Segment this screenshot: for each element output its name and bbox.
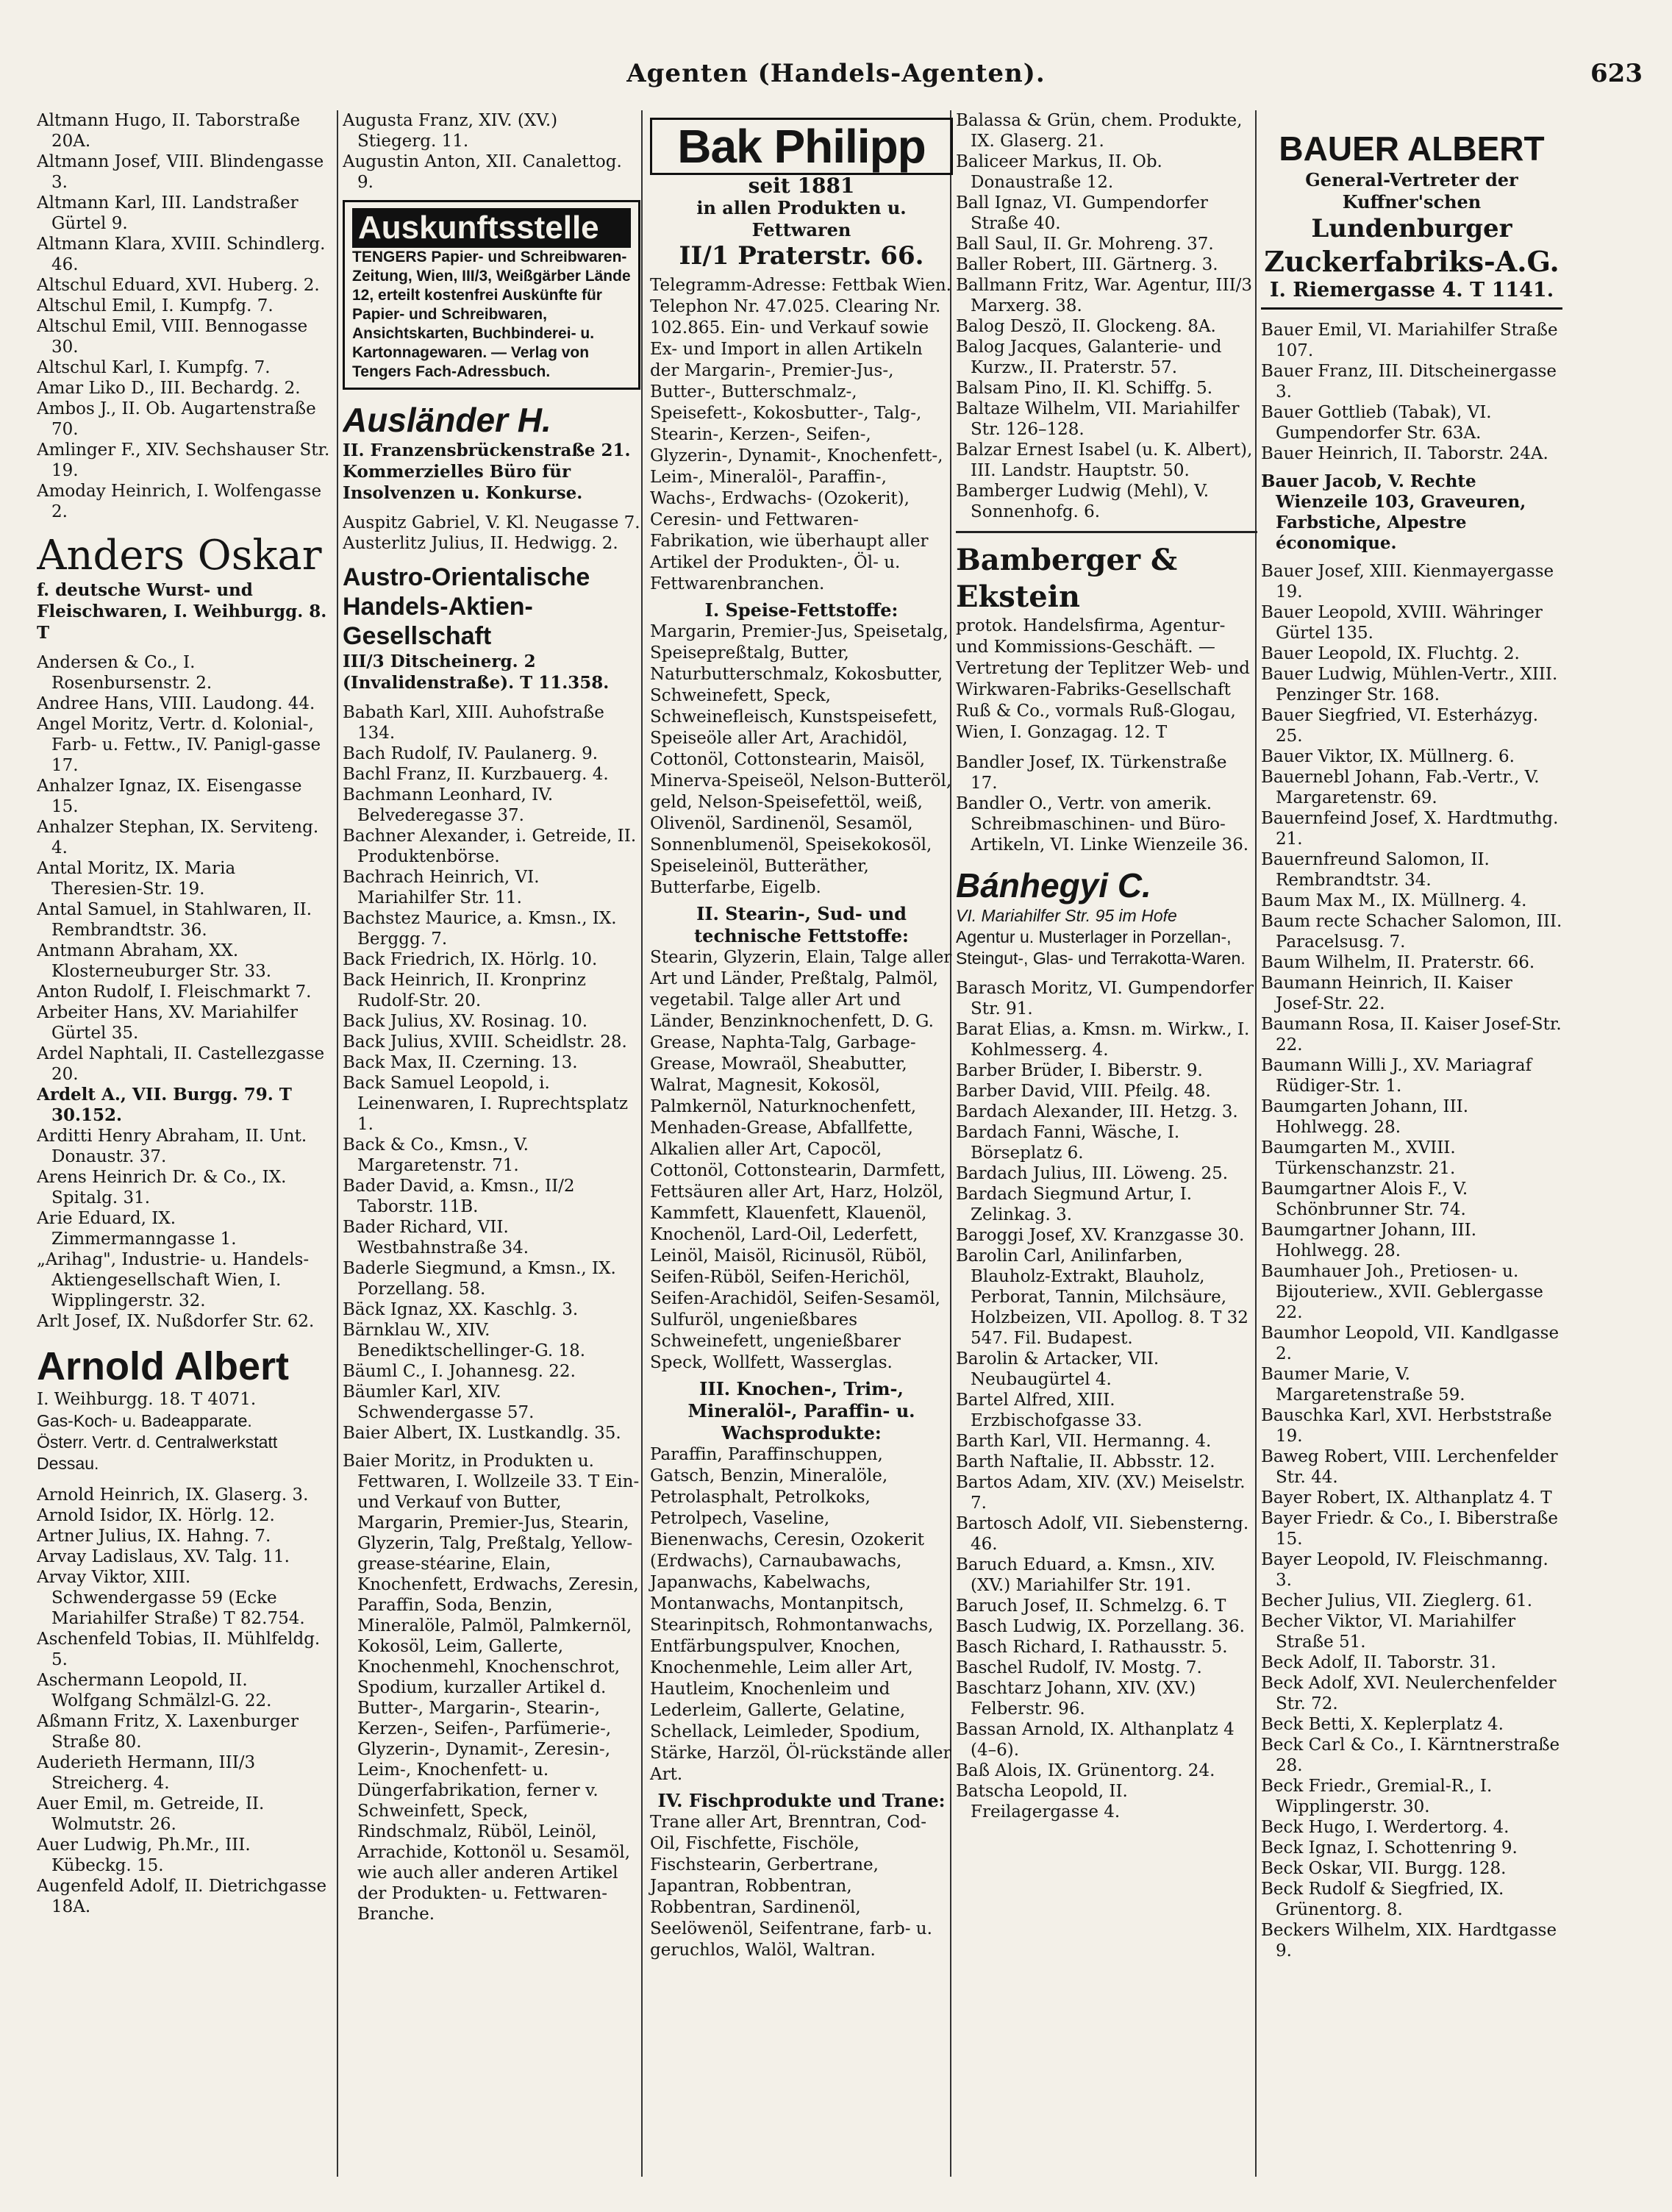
- list-item: Babath Karl, XIII. Auhofstraße 134.: [343, 703, 604, 743]
- list-item: Baumgarten M., XVIII. Türkenschanzstr. 21.: [1261, 1138, 1456, 1178]
- list-item: Bader Richard, VII. Westbahnstraße 34.: [343, 1218, 529, 1257]
- list-item: Bandler O., Vertr. von amerik. Schreibmaschinen- und Büro-Artikeln, VI. Linke Wienzeile 36.: [956, 794, 1249, 855]
- list-item: Antal Moritz, IX. Maria Theresien-Str. 19.: [37, 859, 236, 899]
- list-item: Baweg Robert, VIII. Lerchenfelder Str. 44.: [1261, 1447, 1558, 1487]
- advert-since: seit 1881: [748, 174, 855, 198]
- list-item: Altschul Emil, I. Kumpfg. 7.: [37, 296, 274, 315]
- list-item: Ball Ignaz, VI. Gumpendorfer Straße 40.: [956, 193, 1208, 233]
- list-item: Bardach Alexander, III. Hetzg. 3.: [956, 1102, 1238, 1121]
- list-item: Back Samuel Leopold, i. Leinenwaren, I. Ruprechtsplatz 1.: [343, 1074, 628, 1134]
- column-2: [343, 110, 640, 1924]
- list-item: Back Julius, XVIII. Scheidlstr. 28.: [343, 1032, 627, 1052]
- advert-name: Bánhegyi C.: [956, 866, 1151, 905]
- list-item: Bauschka Karl, XVI. Herbststraße 19.: [1261, 1406, 1552, 1446]
- list-item: Amar Liko D., III. Bechardg. 2.: [37, 379, 301, 398]
- advert-text: Lundenburger: [1311, 214, 1512, 243]
- list-item: Back Julius, XV. Rosinag. 10.: [343, 1012, 588, 1031]
- list-item: Beck Hugo, I. Werdertorg. 4.: [1261, 1818, 1510, 1837]
- list-item: Back Friedrich, IX. Hörlg. 10.: [343, 950, 598, 969]
- advert-text: f. deutsche Wurst- und Fleischwaren, I. Weihburgg. 8. T: [37, 580, 327, 643]
- advert-text: Telegramm-Adresse: Fettbak Wien. Telephon Nr. 47.025. Clearing Nr. 102.865. Ein- und Verkauf sowie Ex- und Import in allen Artikeln der Margarin-, Premier-Jus-, Butter-, Butterschmalz-, Speisefett-, Kokosbutter-, Talg-, Stearin-, Kerzen-, Seifen-, Glyzerin-, Dynamit-, Knochenfett-, Leim-, Mineralöl-, Paraffin-, Wachs-, Erdwachs- (Ozokerit), Ceresin- und Fettwaren-Fabrikation, wie überhaupt aller Artikel der Produkten-, Öl- u. Fettwarenbranchen.: [650, 276, 951, 593]
- list-item: Baumhor Leopold, VII. Kandlgasse 2.: [1261, 1324, 1560, 1363]
- list-item: Auer Ludwig, Ph.Mr., III. Kübeckg. 15.: [37, 1835, 251, 1875]
- list-item: Baumer Marie, V. Margaretenstraße 59.: [1261, 1365, 1465, 1405]
- list-item: Bärnklau W., XIV. Benediktschellinger-G. 18.: [343, 1321, 586, 1360]
- list-item: Aßmann Fritz, X. Laxenburger Straße 80.: [37, 1712, 299, 1752]
- list-item: Beck Adolf, XVI. Neulerchenfelder Str. 72.: [1261, 1674, 1557, 1713]
- list-item: Barasch Moritz, VI. Gumpendorfer Str. 91.: [956, 979, 1254, 1018]
- list-item: Arlt Josef, IX. Nußdorfer Str. 62.: [37, 1312, 315, 1331]
- list-item: Bachl Franz, II. Kurzbauerg. 4.: [343, 765, 609, 784]
- list-item: Bayer Leopold, IV. Fleischmanng. 3.: [1261, 1550, 1548, 1590]
- section-heading: IV. Fischprodukte und Trane:: [657, 1790, 946, 1811]
- list-item: Barolin & Artacker, VII. Neubaugürtel 4.: [956, 1349, 1160, 1389]
- list-item: Bardach Fanni, Wäsche, I. Börseplatz 6.: [956, 1123, 1180, 1163]
- list-item: Altmann Karl, III. Landstraßer Gürtel 9.: [37, 193, 299, 233]
- list-item: Aschenfeld Tobias, II. Mühlfeldg. 5.: [37, 1630, 321, 1669]
- advert-name: Ausländer H.: [343, 401, 551, 439]
- list-item: Baum recte Schacher Salomon, III. Paracelsusg. 7.: [1261, 912, 1562, 952]
- advert-auskunftsstelle: [343, 200, 640, 390]
- list-item: Bach Rudolf, IV. Paulanerg. 9.: [343, 744, 599, 763]
- list-item: Bachner Alexander, i. Getreide, II. Produktenbörse.: [343, 827, 637, 866]
- list-item: Aschermann Leopold, II. Wolfgang Schmälzl-G. 22.: [37, 1671, 272, 1710]
- list-item: Augenfeld Adolf, II. Dietrichgasse 18A.: [37, 1877, 327, 1916]
- advert-name: Bamberger & Ekstein: [956, 543, 1178, 614]
- list-item: Becher Julius, VII. Zieglerg. 61.: [1261, 1591, 1533, 1610]
- list-item: Barat Elias, a. Kmsn. m. Wirkw., I. Kohlmesserg. 4.: [956, 1020, 1250, 1060]
- list-item: Bauernebl Johann, Fab.-Vertr., V. Margaretenstr. 69.: [1261, 768, 1540, 807]
- list-item: Bardach Siegmund Artur, I. Zelinkag. 3.: [956, 1185, 1193, 1224]
- list-item: Arditti Henry Abraham, II. Unt. Donaustr. 37.: [37, 1127, 307, 1166]
- list-item: Basch Ludwig, IX. Porzellang. 36.: [956, 1617, 1245, 1636]
- advert-address: I. Weihburgg. 18. T 4071.: [37, 1390, 257, 1409]
- list-item: Bauernfreund Salomon, II. Rembrandtstr. 34.: [1261, 850, 1490, 890]
- column-4: [956, 110, 1257, 1822]
- advert-text: Gas-Koch- u. Badeapparate.: [37, 1411, 252, 1430]
- advert-text: Zuckerfabriks-A.G.: [1264, 245, 1560, 278]
- list-item: Baumgartner Johann, III. Hohlwegg. 28.: [1261, 1221, 1477, 1260]
- list-item: Ball Saul, II. Gr. Mohreng. 37.: [956, 235, 1214, 254]
- list-item: Bandler Josef, IX. Türkenstraße 17.: [956, 753, 1227, 793]
- advert-bamberger-ekstein: [956, 542, 1257, 743]
- advert-heading: Auskunftsstelle: [352, 208, 631, 248]
- list-item: Baller Robert, III. Gärtnerg. 3.: [956, 255, 1218, 274]
- page-title: Agenten (Handels-Agenten).: [626, 59, 1046, 88]
- list-item: Baß Alois, IX. Grünentorg. 24.: [956, 1761, 1215, 1780]
- list-item: Bartos Adam, XIV. (XV.) Meiselstr. 7.: [956, 1473, 1246, 1513]
- list-item: Balsam Pino, II. Kl. Schiffg. 5.: [956, 379, 1213, 398]
- advert-name: Austro-Orientalische Handels-Aktien-Gesellschaft: [343, 563, 590, 650]
- list-item: Batscha Leopold, II. Freilagergasse 4.: [956, 1782, 1128, 1822]
- list-item: Antal Samuel, in Stahlwaren, II. Rembrandtstr. 36.: [37, 900, 312, 940]
- advert-bauer-albert: [1261, 118, 1562, 310]
- list-item: Beck Ignaz, I. Schottenring 9.: [1261, 1838, 1518, 1858]
- list-item: Balog Jacques, Galanterie- und Kurzw., II. Praterstr. 57.: [956, 338, 1222, 377]
- advert-text: III/3 Ditscheinerg. 2 (Invalidenstraße). T 11.358.: [343, 652, 610, 693]
- list-item: Baruch Josef, II. Schmelzg. 6. T: [956, 1596, 1226, 1616]
- advert-banhegyi: [956, 866, 1257, 969]
- list-item: Bauer Viktor, IX. Müllnerg. 6.: [1261, 747, 1515, 766]
- list-item: Bauer Emil, VI. Mariahilfer Straße 107.: [1261, 321, 1558, 360]
- list-item: Bauer Leopold, XVIII. Währinger Gürtel 135.: [1261, 603, 1543, 643]
- list-item: Beck Carl & Co., I. Kärntnerstraße 28.: [1261, 1735, 1560, 1775]
- list-item: Ardelt A., VII. Burgg. 79. T 30.152.: [37, 1085, 292, 1125]
- list-item: Baumann Heinrich, II. Kaiser Josef-Str. 22.: [1261, 974, 1512, 1013]
- list-item: Baderle Siegmund, a Kmsn., IX. Porzellang. 58.: [343, 1259, 616, 1299]
- separator-rule: [956, 531, 1257, 533]
- list-item: Bauer Leopold, IX. Fluchtg. 2.: [1261, 644, 1520, 663]
- list-item: Arvay Viktor, XIII. Schwendergasse 59 (Ecke Mariahilfer Straße) T 82.754.: [37, 1568, 305, 1628]
- list-item: Baliceer Markus, II. Ob. Donaustraße 12.: [956, 152, 1162, 192]
- list-item: Austerlitz Julius, II. Hedwigg. 2.: [343, 534, 618, 553]
- advert-text: II. Franzensbrückenstraße 21. Kommerzielles Büro für Insolvenzen u. Konkurse.: [343, 440, 631, 503]
- advert-address: VI. Mariahilfer Str. 95 im Hofe: [956, 906, 1177, 925]
- list-item: Ballmann Fritz, War. Agentur, III/3 Marxerg. 38.: [956, 276, 1253, 315]
- list-item: Barth Naftalie, II. Abbsstr. 12.: [956, 1452, 1215, 1471]
- list-item: Amoday Heinrich, I. Wolfengasse 2.: [37, 482, 322, 521]
- list-item: Baier Albert, IX. Lustkandlg. 35.: [343, 1424, 621, 1443]
- list-item: Bader David, a. Kmsn., II/2 Taborstr. 11B.: [343, 1177, 575, 1216]
- list-item: Balassa & Grün, chem. Produkte, IX. Glaserg. 21.: [956, 111, 1243, 151]
- list-item: Bartel Alfred, XIII. Erzbischofgasse 33.: [956, 1391, 1143, 1430]
- advert-austro-orientalische: [343, 563, 640, 693]
- list-item: Beck Oskar, VII. Burgg. 128.: [1261, 1859, 1507, 1878]
- list-item: Altschul Karl, I. Kumpfg. 7.: [37, 358, 271, 377]
- list-item: Altschul Eduard, XVI. Huberg. 2.: [37, 276, 320, 295]
- advert-text: Margarin, Premier-Jus, Speisetalg, Speisepreßtalg, Butter, Naturbutterschmalz, Kokosbutter, Schweinefett, Speck, Schweinefleisch, Kunstspeisefett, Speiseöle aller Art, Arachidöl, Cottonöl, Cottonstearin, Maisöl, Minerva-Speiseöl, Nelson-Butteröl, geld, Nelson-Speisefettöl, weiß, Olivenöl, Sardinenöl, Sesamöl, Sonnenblumenöl, Speisekokosöl, Speiseleinöl, Butteräther, Butterfarbe, Eigelb.: [650, 622, 952, 897]
- list-item: Bauer Jacob, V. Rechte Wienzeile 103, Graveuren, Farbstiche, Alpestre économique.: [1261, 471, 1526, 553]
- list-item: Balzar Ernest Isabel (u. K. Albert), III. Landstr. Hauptstr. 50.: [956, 440, 1253, 480]
- advert-address: II/1 Praterstr. 66.: [679, 241, 924, 271]
- advert-text: protok. Handelsfirma, Agentur- und Kommissions-Geschäft. — Vertretung der Teplitzer Web- und Wirkwaren-Fabriks-Gesellschaft Ruß & Co., vormals Ruß-Glogau, Wien, I. Gonzagag. 12. T: [956, 616, 1250, 742]
- list-item: Barber Brüder, I. Biberstr. 9.: [956, 1061, 1203, 1080]
- page-number: 623: [1590, 59, 1643, 88]
- list-item: Bachmann Leonhard, IV. Belvederegasse 37.: [343, 785, 554, 825]
- list-item: Balog Deszö, II. Glockeng. 8A.: [956, 317, 1216, 336]
- list-item: Barber David, VIII. Pfeilg. 48.: [956, 1082, 1211, 1101]
- list-item: Bachrach Heinrich, VI. Mariahilfer Str. 11.: [343, 868, 540, 907]
- advert-text: Trane aller Art, Brenntran, Cod-Oil, Fischfette, Fischöle, Fischstearin, Gerbertrane, Japantran, Robbentran, Robbentran, Sardinenöl, Seelöwenöl, Seifentrane, farb- u. geruchlos, Walöl, Waltran.: [650, 1813, 932, 1960]
- list-item: Becher Viktor, VI. Mariahilfer Straße 51.: [1261, 1612, 1516, 1652]
- advert-bak-philipp: [647, 118, 956, 1961]
- advert-auslaender: [343, 400, 640, 504]
- list-item: Bauer Ludwig, Mühlen-Vertr., XIII. Penzinger Str. 168.: [1261, 665, 1558, 704]
- list-item: Bäuml C., I. Johannesg. 22.: [343, 1362, 576, 1381]
- advert-tagline: in allen Produkten u. Fettwaren: [696, 197, 907, 240]
- list-item: Bamberger Ludwig (Mehl), V. Sonnenhofg. 6.: [956, 482, 1210, 521]
- list-item: Altmann Klara, XVIII. Schindlerg. 46.: [37, 235, 326, 274]
- list-item: Baumgartner Alois F., V. Schönbrunner Str. 74.: [1261, 1180, 1468, 1219]
- list-item: Baumhauer Joh., Pretiosen- u. Bijouteriew., XVII. Geblergasse 22.: [1261, 1262, 1543, 1322]
- list-item: Auer Emil, m. Getreide, II. Wolmutstr. 26.: [37, 1794, 265, 1834]
- list-item: Arbeiter Hans, XV. Mariahilfer Gürtel 35.: [37, 1003, 299, 1043]
- list-item: Angel Moritz, Vertr. d. Kolonial-, Farb- u. Fettw., IV. Panigl-gasse 17.: [37, 715, 321, 775]
- list-item: Baumgarten Johann, III. Hohlwegg. 28.: [1261, 1097, 1469, 1137]
- list-item: Anhalzer Ignaz, IX. Eisengasse 15.: [37, 777, 302, 816]
- list-item: Beck Adolf, II. Taborstr. 31.: [1261, 1653, 1496, 1672]
- list-item: Beck Betti, X. Keplerplatz 4.: [1261, 1715, 1504, 1734]
- list-item: Anhalzer Stephan, IX. Serviteng. 4.: [37, 818, 319, 857]
- advert-anders: [37, 532, 331, 643]
- list-item: Baumann Rosa, II. Kaiser Josef-Str. 22.: [1261, 1015, 1562, 1055]
- list-item: Bassan Arnold, IX. Althanplatz 4 (4–6).: [956, 1720, 1235, 1760]
- list-item: Back Heinrich, II. Kronprinz Rudolf-Str. 20.: [343, 971, 586, 1010]
- list-item: Bauer Gottlieb (Tabak), VI. Gumpendorfer Str. 63A.: [1261, 403, 1492, 443]
- list-item: Bartosch Adolf, VII. Siebensterng. 46.: [956, 1514, 1249, 1554]
- list-item: Baruch Eduard, a. Kmsn., XIV. (XV.) Mariahilfer Str. 191.: [956, 1555, 1216, 1595]
- advert-text: Österr. Vertr. d. Centralwerkstatt Dessau.: [37, 1433, 278, 1473]
- list-item: Augustin Anton, XII. Canalettog. 9.: [343, 152, 622, 192]
- list-item: Bauer Heinrich, II. Taborstr. 24A.: [1261, 444, 1548, 463]
- list-item: Altschul Emil, VIII. Bennogasse 30.: [37, 317, 308, 357]
- list-item: Baltaze Wilhelm, VII. Mariahilfer Str. 126–128.: [956, 399, 1240, 439]
- list-item: Altmann Josef, VIII. Blindengasse 3.: [37, 152, 324, 192]
- list-item: Bachstez Maurice, a. Kmsn., IX. Berggg. 7.: [343, 909, 617, 949]
- section-heading: I. Speise-Fettstoffe:: [704, 599, 898, 621]
- list-item: Bauer Josef, XIII. Kienmayergasse 19.: [1261, 562, 1554, 602]
- page-header: [29, 59, 1643, 96]
- list-item: Back Max, II. Czerning. 13.: [343, 1053, 578, 1072]
- list-item: Beckers Wilhelm, XIX. Hardtgasse 9.: [1261, 1921, 1557, 1961]
- column-divider: [337, 110, 338, 2177]
- advert-address: I. Riemergasse 4. T 1141.: [1269, 279, 1554, 302]
- section-heading: III. Knochen-, Trim-, Mineralöl-, Paraffin- u. Wachsprodukte:: [687, 1378, 915, 1444]
- list-item: Artner Julius, IX. Hahng. 7.: [37, 1527, 271, 1546]
- list-item: Ambos J., II. Ob. Augartenstraße 70.: [37, 399, 316, 439]
- advert-text: Paraffin, Paraffinschuppen, Gatsch, Benzin, Mineralöle, Petrolasphalt, Petrolkoks, Petrolpech, Vaseline, Bienenwachs, Ceresin, Ozokerit (Erdwachs), Carnaubawachs, Japanwachs, Kabelwachs, Montanwachs, Montanpitsch, Stearinpitsch, Rohmontanwachs, Entfärbungspulver, Knochen, Knochenmehle, Leim aller Art, Hautleim, Knochenleim und Lederleim, Gallerte, Gelatine, Schellack, Leimleder, Spodium, Stärke, Harzöl, Öl-rückstände aller Art.: [650, 1445, 951, 1784]
- list-item: Arnold Isidor, IX. Hörlg. 12.: [37, 1506, 275, 1525]
- list-item: Basch Richard, I. Rathausstr. 5.: [956, 1638, 1228, 1657]
- list-item: Andersen & Co., I. Rosenbursenstr. 2.: [37, 653, 212, 693]
- list-item: Arnold Heinrich, IX. Glaserg. 3.: [37, 1485, 309, 1505]
- list-item: Bayer Friedr. & Co., I. Biberstraße 15.: [1261, 1509, 1559, 1549]
- list-item: Baier Moritz, in Produkten u. Fettwaren, I. Wollzeile 33. T Ein- und Verkauf von Butter, Margarin, Premier-Jus, Stearin, Glyzerin, Talg, Preßtalg, Yellow-grease-stéarine, Elain, Knochenfett, Erdwachs, Zeresin, Paraffin, Soda, Benzin, Mineralöle, Palmöl, Palmkernöl, Kokosöl, Leim, Gallerte, Knochenmehl, Knochenschrot, Spodium, kurzaller Artikel d. Butter-, Margarin-, Stearin-, Kerzen-, Seifen-, Parfümerie-, Glyzerin-, Dynamit-, Zeresin-, Leim-, Knochenfett- u. Düngerfabrikation, ferner v. Schweinfett, Speck, Rindschmalz, Rüböl, Leinöl, Arrachide, Kottonöl u. Sesamöl, wie auch aller anderen Artikel der Produkten- u. Fettwaren-Branche.: [343, 1452, 640, 1924]
- advert-arnold: [37, 1344, 331, 1474]
- advert-name: BAUER ALBERT: [1279, 129, 1545, 168]
- list-item: Antmann Abraham, XX. Klosterneuburger Str. 33.: [37, 941, 272, 981]
- advert-name: Bak Philipp: [650, 118, 953, 175]
- list-item: Baroggi Josef, XV. Kranzgasse 30.: [956, 1226, 1245, 1245]
- advert-text: General-Vertreter der Kuffner'schen: [1305, 169, 1518, 213]
- list-item: Beck Friedr., Gremial-R., I. Wipplingerstr. 30.: [1261, 1777, 1493, 1816]
- list-item: Arie Eduard, IX. Zimmermanngasse 1.: [37, 1209, 237, 1249]
- list-item: Augusta Franz, XIV. (XV.) Stiegerg. 11.: [343, 111, 558, 151]
- list-item: Arvay Ladislaus, XV. Talg. 11.: [37, 1547, 290, 1566]
- advert-text: Stearin, Glyzerin, Elain, Talge aller Art und Länder, Preßtalg, Palmöl, vegetabil. Talge aller Art und Länder, Benzinknochenfett, D. G. Grease, Naphta-Talg, Garbage-Grease, Mowraöl, Sheabutter, Walrat, Magnesit, Kokosöl, Palmkernöl, Naturknochenfett, Menhaden-Grease, Abfallfette, Alkalien aller Art, Capocöl, Cottonöl, Cottonstearin, Darmfett, Fettsäuren aller Art, Harz, Holzöl, Kammfett, Klauenfett, Klauenöl, Knochenöl, Lard-Oil, Lederfett, Leinöl, Maisöl, Ricinusöl, Rüböl, Seifen-Rüböl, Seifen-Herichöl, Seifen-Arachidöl, Seifen-Sesamöl, Sulfuröl, ungenießbares Schweinefett, ungenießbarer Speck, Wollfett, Wasserglas.: [650, 948, 952, 1372]
- list-item: Andree Hans, VIII. Laudong. 44.: [37, 694, 315, 713]
- list-item: Barth Karl, VII. Hermanng. 4.: [956, 1432, 1212, 1451]
- section-heading: II. Stearin-, Sud- und technische Fettstoffe:: [694, 903, 909, 946]
- list-item: Back & Co., Kmsn., V. Margaretenstr. 71.: [343, 1135, 529, 1175]
- list-item: Auderieth Hermann, III/3 Streicherg. 4.: [37, 1753, 256, 1793]
- list-item: Bayer Robert, IX. Althanplatz 4. T: [1261, 1488, 1552, 1508]
- column-divider: [641, 110, 643, 2177]
- list-item: Amlinger F., XIV. Sechshauser Str. 19.: [37, 440, 330, 480]
- column-5: [1261, 110, 1562, 1961]
- list-item: Baschtarz Johann, XIV. (XV.) Felberstr. 96.: [956, 1679, 1196, 1719]
- advert-text: Agentur u. Musterlager in Porzellan-, Steingut-, Glas- und Terrakotta-Waren.: [956, 927, 1246, 968]
- list-item: Arens Heinrich Dr. & Co., IX. Spitalg. 31.: [37, 1168, 287, 1207]
- list-item: Beck Rudolf & Siegfried, IX. Grünentorg. 8.: [1261, 1880, 1504, 1919]
- list-item: Baum Wilhelm, II. Praterstr. 66.: [1261, 953, 1535, 972]
- list-item: Bauer Franz, III. Ditscheinergasse 3.: [1261, 362, 1557, 402]
- list-item: Altmann Hugo, II. Taborstraße 20A.: [37, 111, 301, 151]
- list-item: Bauer Siegfried, VI. Esterházyg. 25.: [1261, 706, 1539, 746]
- list-item: Bäumler Karl, XIV. Schwendergasse 57.: [343, 1382, 535, 1422]
- list-item: Baum Max M., IX. Müllnerg. 4.: [1261, 891, 1527, 910]
- advert-text: TENGERS Papier- und Schreibwaren-Zeitung, Wien, III/3, Weißgärber Lände 12, erteilt kostenfrei Auskünfte für Papier- und Schreibwaren, Ansichtskarten, Buchbinderei- u. Kartonnagewaren. — Verlag von Tengers Fach-Adressbuch.: [352, 249, 631, 380]
- list-item: Auspitz Gabriel, V. Kl. Neugasse 7.: [343, 513, 640, 532]
- list-item: „Arihag", Industrie- u. Handels-Aktiengesellschaft Wien, I. Wipplingerstr. 32.: [37, 1250, 310, 1310]
- advert-name: Anders Oskar: [37, 532, 322, 579]
- list-item: Baschel Rudolf, IV. Mostg. 7.: [956, 1658, 1202, 1677]
- list-item: Bäck Ignaz, XX. Kaschlg. 3.: [343, 1300, 579, 1319]
- list-item: Anton Rudolf, I. Fleischmarkt 7.: [37, 982, 312, 1002]
- column-3: [647, 110, 956, 1972]
- list-item: Barolin Carl, Anilinfarben, Blauholz-Extrakt, Blauholz, Perborat, Tannin, Milchsäure, Holzbeizen, VII. Apollog. 8. T 32 547. Fil. Budapest.: [956, 1246, 1248, 1348]
- list-item: Ardel Naphtali, II. Castellezgasse 20.: [37, 1044, 325, 1084]
- list-item: Baumann Willi J., XV. Mariagraf Rüdiger-Str. 1.: [1261, 1056, 1532, 1096]
- list-item: Bardach Julius, III. Löweng. 25.: [956, 1164, 1229, 1183]
- advert-name: Arnold Albert: [37, 1344, 289, 1388]
- column-1: [37, 110, 331, 1917]
- list-item: Bauernfeind Josef, X. Hardtmuthg. 21.: [1261, 809, 1559, 849]
